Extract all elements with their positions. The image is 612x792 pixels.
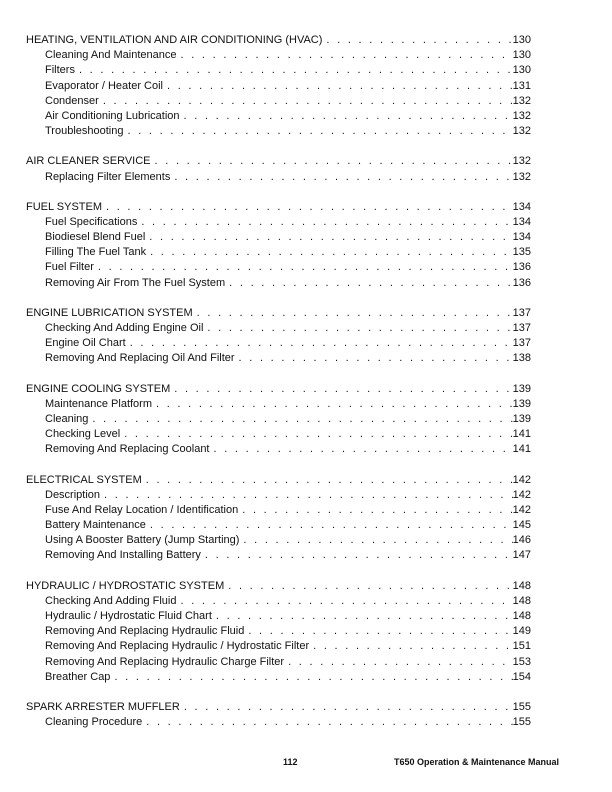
dot-leader (174, 382, 512, 397)
dot-leader (197, 306, 513, 321)
dot-leader (98, 260, 513, 275)
dot-leader (130, 336, 513, 351)
toc-item-title: Fuel Specifications (45, 215, 138, 228)
page-ref: 149 (512, 625, 531, 638)
dot-leader (326, 33, 512, 48)
dot-leader (288, 655, 513, 670)
page-ref: 134 (512, 231, 531, 244)
toc-entry (26, 594, 531, 609)
toc-section-title: FUEL SYSTEM (26, 200, 102, 213)
dot-leader (146, 715, 512, 730)
toc-entry (26, 639, 531, 654)
toc-item-title: Biodiesel Blend Fuel (45, 231, 146, 244)
toc-item-title: Removing And Replacing Hydraulic Fluid (45, 625, 245, 638)
toc-item-title: Hydraulic / Hydrostatic Fluid Chart (45, 610, 212, 622)
toc-section-title: ENGINE LUBRICATION SYSTEM (26, 306, 193, 319)
toc-section-title: HEATING, VENTILATION AND AIR CONDITIONING (HVAC) (26, 34, 323, 46)
toc-entry (26, 655, 531, 670)
page-ref: 132 (512, 155, 531, 168)
toc-entry (26, 548, 531, 563)
dot-leader (124, 427, 512, 442)
page-ref: 135 (512, 246, 531, 259)
toc-section-heading (26, 200, 531, 215)
page-ref: 146 (512, 534, 531, 547)
page-ref: 142 (512, 488, 531, 501)
dot-leader (106, 200, 513, 215)
page-ref: 145 (512, 519, 531, 532)
toc-entry (26, 79, 531, 94)
toc-section (26, 200, 531, 291)
dot-leader (167, 79, 513, 94)
toc-section-heading (26, 579, 531, 594)
page-ref: 130 (512, 49, 531, 62)
dot-leader (228, 579, 512, 594)
toc-section-heading (26, 306, 531, 321)
page-ref: 148 (512, 579, 531, 592)
toc-entry (26, 427, 531, 442)
page-ref: 137 (512, 337, 531, 350)
dot-leader (127, 124, 512, 139)
toc-item-title: Fuse And Relay Location / Identification (45, 503, 239, 516)
toc-section-title: AIR CLEANER SERVICE (26, 155, 151, 168)
dot-leader (150, 245, 513, 260)
dot-leader (248, 624, 512, 639)
page-ref: 153 (512, 655, 531, 668)
dot-leader (205, 548, 513, 563)
toc-section-heading (26, 700, 531, 715)
dot-leader (103, 94, 513, 109)
toc-entry (26, 351, 531, 366)
manual-title: T650 Operation & Maintenance Manual (394, 757, 560, 767)
page-ref: 136 (512, 276, 531, 289)
page-ref: 132 (512, 170, 531, 183)
toc-item-title: Condenser (45, 94, 99, 107)
toc-item-title: Troubleshooting (45, 125, 124, 138)
toc-entry (26, 397, 531, 412)
page-ref: 130 (512, 34, 531, 46)
toc-item-title: Cleaning Procedure (45, 716, 143, 729)
page-ref: 154 (512, 670, 531, 683)
page-ref: 137 (512, 306, 531, 319)
page-ref: 134 (512, 215, 531, 228)
toc-section (26, 33, 531, 139)
dot-leader (229, 276, 513, 291)
toc-section (26, 579, 531, 685)
dot-leader (155, 154, 513, 169)
toc-entry (26, 533, 531, 548)
toc-section-title: SPARK ARRESTER MUFFLER (26, 700, 180, 713)
page-ref: 151 (512, 640, 531, 653)
toc-entry (26, 624, 531, 639)
dot-leader (180, 48, 512, 63)
toc-entry (26, 715, 531, 730)
dot-leader (184, 700, 513, 715)
toc-section (26, 306, 531, 367)
toc-item-title: Filters (45, 64, 75, 77)
page-ref: 130 (512, 64, 531, 77)
toc-entry (26, 503, 531, 518)
dot-leader (174, 170, 512, 185)
toc-entry (26, 245, 531, 260)
page-ref: 134 (512, 200, 531, 213)
toc-item-title: Air Conditioning Lubrication (45, 109, 180, 122)
toc-entry (26, 230, 531, 245)
toc-section-title: HYDRAULIC / HYDROSTATIC SYSTEM (26, 579, 225, 592)
page-ref: 137 (512, 322, 531, 334)
dot-leader (207, 321, 512, 336)
dot-leader (156, 397, 513, 412)
toc-item-title: Breather Cap (45, 670, 111, 683)
dot-leader (243, 533, 512, 548)
dot-leader (146, 473, 513, 488)
page-ref: 148 (512, 610, 531, 622)
page-ref: 141 (512, 428, 531, 441)
page-ref: 148 (512, 594, 531, 607)
toc-entry (26, 48, 531, 63)
page-number: 112 (283, 757, 298, 767)
page-ref: 142 (512, 473, 531, 486)
toc-entry (26, 488, 531, 503)
dot-leader (184, 109, 513, 124)
dot-leader (239, 351, 513, 366)
page-ref: 155 (512, 716, 531, 729)
toc-section-heading (26, 33, 531, 48)
toc-entry (26, 609, 531, 624)
toc-item-title: Fuel Filter (45, 261, 94, 274)
toc-entry (26, 518, 531, 533)
toc-item-title: Using A Booster Battery (Jump Starting) (45, 534, 240, 547)
page-ref: 139 (512, 397, 531, 410)
toc-section (26, 473, 531, 564)
toc-item-title: Checking And Adding Engine Oil (45, 322, 204, 334)
toc-item-title: Removing And Replacing Oil And Filter (45, 352, 235, 365)
toc-entry (26, 170, 531, 185)
dot-leader (216, 609, 513, 624)
dot-leader (180, 594, 512, 609)
page-ref: 138 (512, 352, 531, 365)
toc-item-title: Checking Level (45, 428, 121, 441)
toc-item-title: Description (45, 488, 101, 501)
toc-entry (26, 276, 531, 291)
dot-leader (114, 670, 512, 685)
page-ref: 136 (512, 261, 531, 274)
toc-item-title: Cleaning And Maintenance (45, 49, 177, 62)
dot-leader (214, 442, 513, 457)
dot-leader (149, 230, 512, 245)
page-ref: 141 (512, 443, 531, 456)
toc-entry (26, 215, 531, 230)
table-of-contents (26, 33, 531, 745)
toc-item-title: Removing And Replacing Hydraulic Charge Filter (45, 655, 285, 668)
toc-entry (26, 124, 531, 139)
dot-leader (242, 503, 512, 518)
toc-section (26, 154, 531, 184)
toc-item-title: Cleaning (45, 412, 89, 425)
toc-item-title: Removing And Replacing Hydraulic / Hydrostatic Filter (45, 640, 310, 653)
toc-section-heading (26, 382, 531, 397)
toc-item-title: Filling The Fuel Tank (45, 246, 147, 259)
toc-section-title: ELECTRICAL SYSTEM (26, 473, 142, 486)
toc-section-title: ENGINE COOLING SYSTEM (26, 382, 171, 395)
toc-entry (26, 336, 531, 351)
page-ref: 142 (512, 503, 531, 516)
toc-section (26, 382, 531, 458)
toc-section (26, 700, 531, 730)
toc-entry (26, 260, 531, 275)
toc-item-title: Checking And Adding Fluid (45, 594, 177, 607)
toc-entry (26, 670, 531, 685)
toc-item-title: Removing Air From The Fuel System (45, 276, 226, 289)
dot-leader (313, 639, 513, 654)
toc-item-title: Evaporator / Heater Coil (45, 79, 163, 92)
toc-item-title: Engine Oil Chart (45, 337, 126, 350)
toc-entry (26, 63, 531, 78)
toc-entry (26, 412, 531, 427)
toc-item-title: Removing And Installing Battery (45, 549, 201, 562)
page-ref: 139 (512, 382, 531, 395)
page-ref: 131 (512, 79, 531, 92)
toc-item-title: Removing And Replacing Coolant (45, 443, 210, 456)
toc-entry (26, 109, 531, 124)
dot-leader (150, 518, 513, 533)
page-ref: 139 (512, 412, 531, 425)
dot-leader (141, 215, 512, 230)
dot-leader (104, 488, 513, 503)
page-ref: 132 (512, 109, 531, 122)
toc-section-heading (26, 154, 531, 169)
dot-leader (79, 63, 513, 78)
toc-item-title: Replacing Filter Elements (45, 170, 171, 183)
page-ref: 147 (512, 549, 531, 562)
toc-section-heading (26, 473, 531, 488)
page-ref: 155 (512, 700, 531, 713)
dot-leader (92, 412, 512, 427)
toc-entry (26, 94, 531, 109)
page-ref: 132 (512, 125, 531, 138)
toc-entry (26, 321, 531, 336)
toc-entry (26, 442, 531, 457)
toc-item-title: Battery Maintenance (45, 519, 146, 532)
page-ref: 132 (512, 94, 531, 107)
toc-item-title: Maintenance Platform (45, 397, 152, 410)
